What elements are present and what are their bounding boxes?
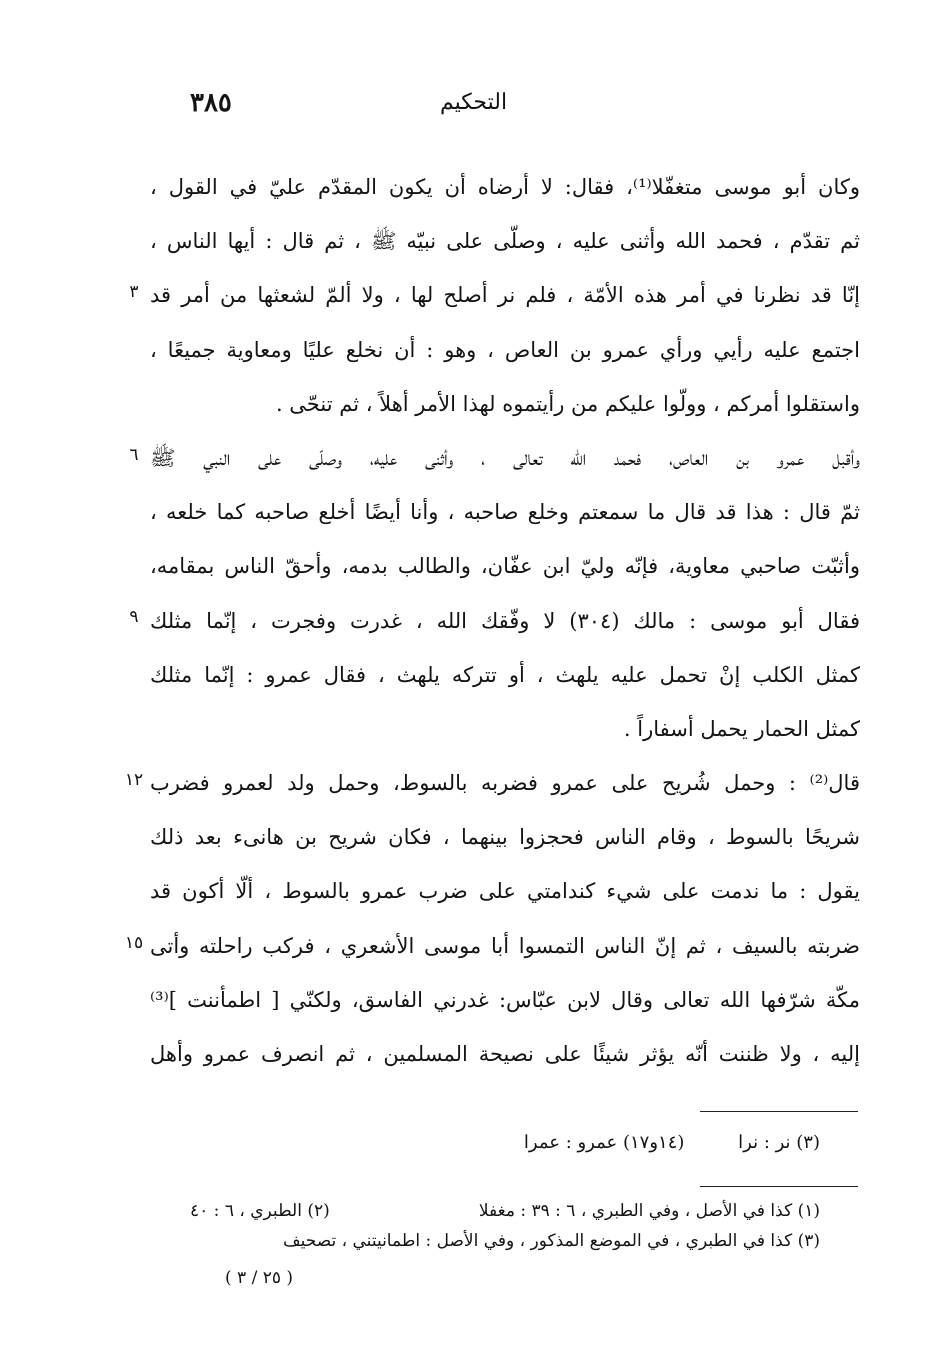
text-line: قال⁽²⁾ : وحمل شُريح على عمرو فضربه بالسوط، وحمل ولد لعمرو فضرب bbox=[150, 771, 860, 796]
text-line: إنّا قد نظرنا في أمر هذه الأمّة ، فلم نر أصلح لها ، ولا ألمّ لشعثها من أمر قد bbox=[150, 283, 860, 308]
footnote-2: (٢) الطبري ، ٦ : ٤٠ bbox=[190, 1201, 330, 1221]
text-line: ضربته بالسيف ، ثم إنّ الناس التمسوا أبا موسى الأشعري ، فركب راحلته وأتى bbox=[150, 933, 860, 958]
text-line: وكان أبو موسى متغفّلا⁽¹⁾، فقال: لا أرضاه أن يكون المقدّم عليّ في القول ، bbox=[150, 175, 860, 199]
footnote-1: (١) كذا في الأصل ، وفي الطبري ، ٦ : ٣٩ : مغفلا bbox=[478, 1201, 820, 1221]
text-line: مكّة شرّفها الله تعالى وقال لابن عبّاس: غدرني الفاسق، ولكنّي [ اطمأننت ]⁽³⁾ bbox=[150, 987, 860, 1012]
footnotes bbox=[190, 1196, 820, 1256]
text-line: واستقلوا أمركم ، وولّوا عليكم من رأيتموه لهذا الأمر أهلاً ، ثم تنحّى . bbox=[275, 391, 860, 416]
footnote-3: (٣) كذا في الطبري ، في الموضع المذكور ، وفي الأصل : اطمانيتني ، تصحيف bbox=[283, 1231, 820, 1251]
line-number: ٦ bbox=[129, 445, 139, 465]
text-line: يقول : ما ندمت على شيء كندامتي على ضرب عمرو بالسوط ، ألّا أكون قد bbox=[150, 879, 860, 904]
text-line: وأثبّت صاحبي معاوية، فإنّه وليّ ابن عفّان، والطالب بدمه، وأحقّ الناس بمقامه، bbox=[150, 554, 860, 579]
main-text bbox=[150, 160, 860, 1081]
line-number: ٣ bbox=[129, 282, 139, 302]
text-line: فقال أبو موسى : مالك (٣٠٤) لا وفّقك الله ، غدرت وفجرت ، إنّما مثلك bbox=[150, 608, 860, 633]
page-header bbox=[0, 88, 931, 124]
footnote-row bbox=[190, 1226, 820, 1256]
line-number: ٩ bbox=[129, 607, 139, 627]
text-line: وأقبل عمرو بن العاص، فحمد الله تعالى ، وأثنى عليه، وصلّى على النبي ﷺ bbox=[150, 445, 860, 470]
variant-note: (١٤و١٧) عمرو : عمرا bbox=[523, 1132, 685, 1153]
text-line: شريحًا بالسوط ، وقام الناس فحجزوا بينهما ، فكان شريح بن هانىء بعد ذلك bbox=[150, 825, 860, 850]
line-number: ١٥ bbox=[124, 933, 144, 953]
text-line: ثمّ قال : هذا قد قال ما سمعتم وخلع صاحبه ، وأنا أيضًا أخلع صاحبه كما خلعه ، bbox=[150, 500, 860, 525]
running-title: التحكيم bbox=[440, 90, 508, 115]
page-number: ٣٨٥ bbox=[190, 88, 232, 118]
text-line: ثم تقدّم ، فحمد الله وأثنى عليه ، وصلّى على نبيّه ﷺ ، ثم قال : أيها الناس ، bbox=[150, 229, 860, 254]
footnote-divider bbox=[700, 1186, 858, 1187]
printer-signature: ( ٢٥ / ٣ ) bbox=[225, 1268, 294, 1288]
line-number: ١٢ bbox=[124, 770, 144, 790]
text-line: كمثل الكلب إنْ تحمل عليه يلهث ، أو تتركه يلهث ، فقال عمرو : إنّما مثلك bbox=[150, 662, 860, 687]
footnote-divider bbox=[700, 1111, 858, 1112]
variant-note: (٣) نر : نرا bbox=[738, 1132, 820, 1153]
text-line: إليه ، ولا ظننت أنّه يؤثر شيئًا على نصيحة المسلمين ، ثم انصرف عمرو وأهل bbox=[150, 1042, 860, 1066]
text-line: كمثل الحمار يحمل أسفاراً . bbox=[623, 716, 860, 741]
footnote-row bbox=[190, 1196, 820, 1226]
text-line: اجتمع عليه رأيي ورأي عمرو بن العاص ، وهو : أن نخلع عليًا ومعاوية جميعًا ، bbox=[150, 337, 860, 362]
variant-notes bbox=[440, 1128, 820, 1158]
